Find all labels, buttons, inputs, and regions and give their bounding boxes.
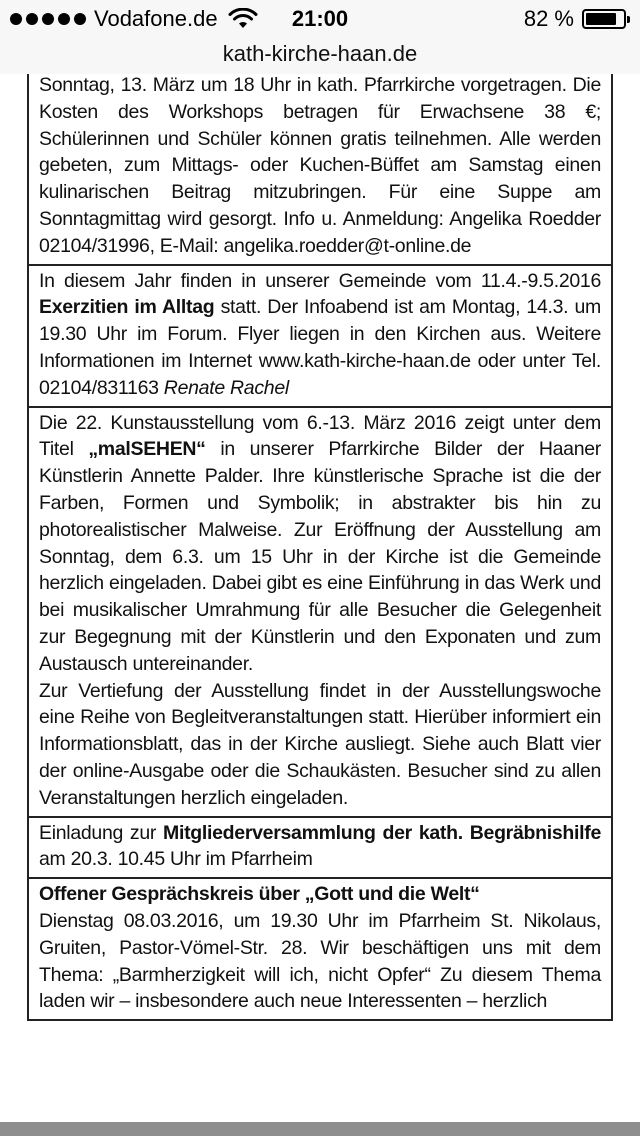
workshop-text: Sonntag, 13. März um 18 Uhr in kath. Pfarrkirche vorgetragen. Die Kosten des Workshops betragen für Erwachsene 38 €; Schülerinnen und Schüler können gratis teilnehmen. Alle werden gebeten, zum Mittags- oder Kuchen-Büffet am Samstag einen kulinarischen Beitrag mitzubringen. Für eine Suppe am Sonntagmittag wird gesorgt. Info u. Anmeldung: Angelika Roedder 02104/31996, E-Mail: angelika.roedder@t-online.de xyxy=(39,74,601,257)
exerzitien-text xyxy=(39,268,601,402)
mitglieder-intro: Einladung zur xyxy=(39,821,164,844)
battery-icon xyxy=(582,9,626,29)
carrier-name: Vodafone.de xyxy=(94,6,218,31)
battery-fill xyxy=(586,13,616,25)
exerzitien-rest: statt. Der Infoabend ist am Montag, 14.3. um 19.30 Uhr im Forum. Flyer liegen in den Kirchen aus. Weitere Informationen im Internet www.kath-kirche-haan.de oder unter Tel. 02104/831163 xyxy=(39,296,601,399)
kunst-para2: Zur Vertiefung der Ausstellung findet in der Ausstellungswoche eine Reihe von Begleitveranstaltungen statt. Hierüber informiert ein Informationsblatt, das in der Kirche ausliegt. Siehe auch Blatt vier der online-Ausgabe oder die Schaukästen. Besucher sind zu allen Veranstaltungen herzlich eingeladen. xyxy=(39,679,601,809)
gespraech-block xyxy=(29,879,611,1021)
signal-dots-icon xyxy=(10,13,86,25)
battery-percent: 82 % xyxy=(523,6,574,31)
bottom-toolbar-edge xyxy=(0,1122,640,1136)
exerzitien-intro: In diesem Jahr finden in unserer Gemeinde vom 11.4.-9.5.2016 xyxy=(39,269,601,292)
bulletin-document xyxy=(27,74,613,1021)
kunst-intro: Die 22. Kunstausstellung vom 6.-13. März 2016 zeigt unter dem Titel xyxy=(39,411,601,461)
gespraech-title xyxy=(39,881,601,908)
exerzitien-title: Exerzitien im Alltag xyxy=(39,296,215,319)
kunst-rest: in unserer Pfarrkirche Bilder der Haaner Künstlerin Annette Palder. Ihre künstlerische Sprache ist die der Farben, Formen und Symbolik; in abstrakter bis hin zu photorealistischer Malweise. Zur Eröffnung der Ausstellung am Sonntag, dem 6.3. um 15 Uhr in der Kirche ist die Gemeinde herzlich eingeladen. Dabei gibt es eine Einführung in das Werk und bei musikalischer Umrahmung für alle Besucher die Gelegenheit zur Begegnung mit der Künstlerin und den Exponaten und zum Austausch untereinander. xyxy=(39,438,601,675)
status-bar xyxy=(0,0,640,40)
clock: 21:00 xyxy=(291,6,349,31)
status-left xyxy=(10,6,258,32)
kunst-text xyxy=(39,410,601,678)
mitglieder-rest: am 20.3. 10.45 Uhr im Pfarrheim xyxy=(39,848,313,871)
mitglieder-title: Mitgliederversammlung der kath. Begräbnishilfe xyxy=(163,821,601,844)
gespraech-title-text: Offener Gesprächskreis über „Gott und die Welt“ xyxy=(39,883,480,906)
exerzitien-block xyxy=(29,266,611,408)
page-content[interactable] xyxy=(0,74,640,1124)
gespraech-text: Dienstag 08.03.2016, um 19.30 Uhr im Pfarrheim St. Nikolaus, Gruiten, Pastor-Vömel-Str. 28. Wir beschäftigen uns mit dem Thema: „Barmherzigkeit will ich, nicht Opfer“ Zu diesem Thema laden wir – insbesondere auch neue Interessenten – herzlich xyxy=(39,909,601,1013)
workshop-block xyxy=(29,74,611,266)
status-right xyxy=(524,6,626,32)
wifi-icon xyxy=(228,8,258,30)
kunst-block xyxy=(29,408,611,818)
mitglieder-block xyxy=(29,818,611,880)
kunst-title: „malSEHEN“ xyxy=(88,438,206,461)
exerzitien-signature: Renate Rachel xyxy=(163,376,289,399)
mitglieder-text xyxy=(39,820,601,874)
url-bar[interactable]: kath-kirche-haan.de xyxy=(0,40,640,74)
